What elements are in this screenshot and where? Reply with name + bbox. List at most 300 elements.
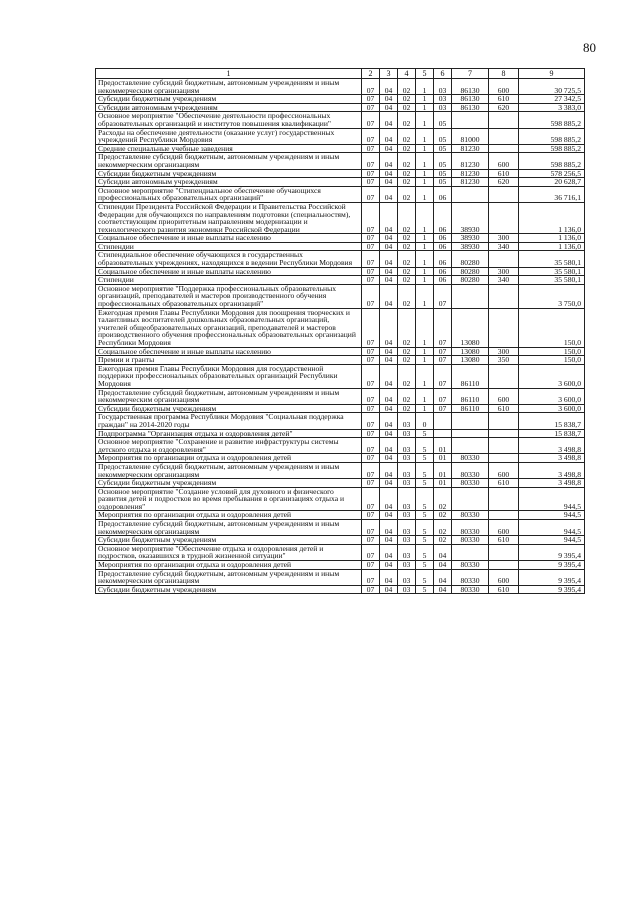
table-row [96,186,585,202]
code-subprogram: 5 [416,544,434,560]
code-direction: 38930 [452,202,489,233]
code-activity: 03 [434,79,452,95]
code-program: 02 [398,284,416,308]
code-program: 02 [398,388,416,404]
code-section: 07 [362,585,380,594]
code-section: 07 [362,561,380,570]
code-section: 07 [362,544,380,560]
code-program: 03 [398,585,416,594]
code-activity: 04 [434,544,452,560]
row-amount: 35 580,1 [519,267,585,276]
row-description: Предоставление субсидий бюджетным, автономным учреждениям и иным некоммерческим организациям [96,520,362,536]
code-activity: 07 [434,284,452,308]
code-direction: 86130 [452,95,489,104]
code-program: 03 [398,536,416,545]
row-amount: 1 136,0 [519,242,585,251]
row-amount: 150,0 [519,308,585,347]
code-subsection: 04 [380,544,398,560]
code-expense-type [489,144,519,153]
code-expense-type [489,561,519,570]
table-row [96,308,585,347]
code-direction: 81230 [452,144,489,153]
code-subsection: 04 [380,347,398,356]
code-section: 07 [362,251,380,267]
code-subprogram: 1 [416,267,434,276]
table-row [96,388,585,404]
code-activity: 06 [434,234,452,243]
code-program: 02 [398,144,416,153]
code-subsection: 04 [380,454,398,463]
code-activity: 05 [434,112,452,128]
code-expense-type: 600 [489,569,519,585]
code-direction [452,429,489,438]
table-row [96,178,585,187]
row-description: Основное мероприятие "Стипендиальное обеспечение обучающихся профессиональных образовательных организаций" [96,186,362,202]
code-direction [452,487,489,511]
code-direction: 80330 [452,462,489,478]
table-row [96,454,585,463]
table-header-row [96,69,585,79]
code-section: 07 [362,487,380,511]
code-activity: 04 [434,561,452,570]
code-direction: 80280 [452,276,489,285]
table-row [96,536,585,545]
code-section: 07 [362,429,380,438]
code-activity: 07 [434,404,452,413]
code-subprogram: 5 [416,536,434,545]
code-expense-type: 600 [489,388,519,404]
code-expense-type [489,186,519,202]
code-expense-type [489,544,519,560]
code-expense-type: 620 [489,178,519,187]
budget-table [95,68,585,594]
code-subsection: 04 [380,308,398,347]
code-activity: 06 [434,186,452,202]
code-program: 03 [398,544,416,560]
row-amount: 9 395,4 [519,561,585,570]
row-amount: 27 342,5 [519,95,585,104]
code-subsection: 04 [380,520,398,536]
code-subsection: 04 [380,536,398,545]
table-row [96,267,585,276]
row-amount: 15 838,7 [519,413,585,429]
table-row [96,95,585,104]
code-direction: 80330 [452,561,489,570]
code-expense-type [489,202,519,233]
row-description: Мероприятия по организации отдыха и оздоровления детей [96,454,362,463]
column-header: 8 [489,69,519,79]
column-header: 1 [96,69,362,79]
code-activity: 06 [434,267,452,276]
code-direction [452,284,489,308]
code-expense-type [489,284,519,308]
row-description: Расходы на обеспечение деятельности (оказание услуг) государственных учреждений Республики Мордовия [96,128,362,144]
code-section: 07 [362,202,380,233]
code-program: 02 [398,103,416,112]
code-activity: 02 [434,511,452,520]
code-activity: 01 [434,438,452,454]
code-activity: 05 [434,178,452,187]
code-subprogram: 1 [416,202,434,233]
row-description: Ежегодная премия Главы Республики Мордовия для поощрения творческих и талантливых воспитателей дошкольных образовательных организаций, учителей общеобразовательных организаций, преподавателей и мастеров производственного обучения профессиональных образовательных организаций Республики Мордовия [96,308,362,347]
code-section: 07 [362,186,380,202]
row-description: Ежегодная премия Главы Республики Мордовия для государственной поддержки профессиональных образовательных организаций Республики Мордовия [96,364,362,388]
code-program: 03 [398,454,416,463]
code-section: 07 [362,454,380,463]
code-expense-type: 340 [489,242,519,251]
code-expense-type [489,487,519,511]
code-subsection: 04 [380,178,398,187]
code-section: 07 [362,112,380,128]
code-subsection: 04 [380,276,398,285]
row-amount: 35 580,1 [519,276,585,285]
code-activity: 07 [434,308,452,347]
code-subprogram: 5 [416,487,434,511]
code-subsection: 04 [380,462,398,478]
row-amount: 20 628,7 [519,178,585,187]
row-amount: 944,5 [519,520,585,536]
column-header: 2 [362,69,380,79]
table-row [96,251,585,267]
code-activity: 01 [434,454,452,463]
code-subprogram: 1 [416,79,434,95]
row-amount: 3 498,8 [519,454,585,463]
table-row [96,404,585,413]
code-subprogram: 5 [416,462,434,478]
code-section: 07 [362,267,380,276]
row-amount: 3 498,8 [519,479,585,488]
code-subsection: 04 [380,388,398,404]
code-program: 02 [398,112,416,128]
code-program: 03 [398,462,416,478]
code-direction: 80330 [452,536,489,545]
row-description: Субсидии бюджетным учреждениям [96,95,362,104]
row-amount: 3 600,0 [519,388,585,404]
row-description: Социальное обеспечение и иные выплаты населению [96,347,362,356]
row-description: Субсидии бюджетным учреждениям [96,169,362,178]
code-section: 07 [362,284,380,308]
code-program: 03 [398,438,416,454]
code-activity [434,413,452,429]
code-section: 07 [362,511,380,520]
code-subprogram: 1 [416,178,434,187]
row-amount: 150,0 [519,356,585,365]
table-row [96,585,585,594]
code-direction [452,112,489,128]
code-program: 03 [398,479,416,488]
code-activity: 05 [434,144,452,153]
code-subsection: 04 [380,186,398,202]
table-row [96,284,585,308]
table-row [96,169,585,178]
code-section: 07 [362,276,380,285]
code-expense-type: 300 [489,267,519,276]
code-section: 07 [362,404,380,413]
table-row [96,511,585,520]
code-expense-type [489,251,519,267]
code-section: 07 [362,364,380,388]
code-direction: 81000 [452,128,489,144]
code-direction: 80330 [452,569,489,585]
code-direction: 80330 [452,520,489,536]
code-section: 07 [362,95,380,104]
row-description: Субсидии автономным учреждениям [96,178,362,187]
code-activity: 07 [434,364,452,388]
row-description: Мероприятия по организации отдыха и оздоровления детей [96,511,362,520]
table-row [96,128,585,144]
row-description: Стипендии Президента Российской Федерации и Правительства Российской Федерации для обучающихся по направлениям подготовки (специальностям), соответствующим приоритетным направлениям модернизации и технологического развития экономики Российской Федерации [96,202,362,233]
code-subsection: 04 [380,438,398,454]
row-description: Подпрограмма "Организация отдыха и оздоровления детей" [96,429,362,438]
code-activity: 04 [434,569,452,585]
column-header: 9 [519,69,585,79]
row-description: Стипендиальное обеспечение обучающихся в государственных образовательных учреждениях, находящихся в ведении Республики Мордовия [96,251,362,267]
code-section: 07 [362,462,380,478]
code-subprogram: 1 [416,128,434,144]
code-subsection: 04 [380,267,398,276]
code-section: 07 [362,242,380,251]
code-subprogram: 5 [416,561,434,570]
table-row [96,364,585,388]
code-subprogram: 1 [416,251,434,267]
row-description: Социальное обеспечение и иные выплаты населению [96,234,362,243]
row-amount: 9 395,4 [519,544,585,560]
table-row [96,520,585,536]
code-expense-type [489,438,519,454]
row-description: Социальное обеспечение и иные выплаты населению [96,267,362,276]
code-expense-type: 600 [489,79,519,95]
code-program: 02 [398,186,416,202]
code-subsection: 04 [380,234,398,243]
code-program: 02 [398,276,416,285]
code-subsection: 04 [380,202,398,233]
code-program: 02 [398,153,416,169]
code-subsection: 04 [380,251,398,267]
code-expense-type: 610 [489,585,519,594]
code-activity: 05 [434,169,452,178]
code-activity: 07 [434,388,452,404]
row-amount: 598 885,2 [519,128,585,144]
table-row [96,347,585,356]
code-subprogram: 1 [416,186,434,202]
row-amount: 1 136,0 [519,202,585,233]
code-subsection: 04 [380,128,398,144]
code-program: 03 [398,520,416,536]
code-subsection: 04 [380,429,398,438]
code-activity: 07 [434,347,452,356]
row-amount: 598 885,2 [519,112,585,128]
table-row [96,144,585,153]
code-subprogram: 1 [416,276,434,285]
table-row [96,112,585,128]
code-expense-type [489,364,519,388]
code-program: 03 [398,569,416,585]
row-description: Основное мероприятие "Поддержка профессиональных образовательных организаций, преподавателей и мастеров производственного обучения профессиональных образовательных организаций" [96,284,362,308]
row-description: Основное мероприятие "Обеспечение деятельности профессиональных образовательных организаций и институтов повышения квалификации" [96,112,362,128]
code-section: 07 [362,388,380,404]
page-number: 80 [583,40,596,55]
code-section: 07 [362,520,380,536]
code-section: 07 [362,479,380,488]
row-description: Предоставление субсидий бюджетным, автономным учреждениям и иным некоммерческим организациям [96,153,362,169]
code-subprogram: 5 [416,479,434,488]
code-subsection: 04 [380,404,398,413]
code-program: 03 [398,511,416,520]
column-header: 6 [434,69,452,79]
code-subsection: 04 [380,169,398,178]
row-description: Предоставление субсидий бюджетным, автономным учреждениям и иным некоммерческим организациям [96,569,362,585]
code-subsection: 04 [380,242,398,251]
code-program: 02 [398,251,416,267]
row-description: Мероприятия по организации отдыха и оздоровления детей [96,561,362,570]
code-subprogram: 5 [416,438,434,454]
row-amount: 3 750,0 [519,284,585,308]
row-amount: 30 725,5 [519,79,585,95]
row-amount: 3 600,0 [519,404,585,413]
row-description: Субсидии бюджетным учреждениям [96,536,362,545]
code-section: 07 [362,308,380,347]
code-program: 02 [398,356,416,365]
code-program: 02 [398,267,416,276]
code-expense-type: 340 [489,276,519,285]
code-section: 07 [362,153,380,169]
table-row [96,544,585,560]
code-program: 02 [398,178,416,187]
code-section: 07 [362,569,380,585]
row-description: Стипендии [96,276,362,285]
code-subprogram: 1 [416,388,434,404]
code-activity: 01 [434,462,452,478]
code-subsection: 04 [380,487,398,511]
row-amount: 36 716,1 [519,186,585,202]
row-amount: 3 498,8 [519,462,585,478]
row-amount: 3 383,0 [519,103,585,112]
code-activity: 01 [434,479,452,488]
table-row [96,79,585,95]
code-direction: 86110 [452,364,489,388]
code-subsection: 04 [380,569,398,585]
code-program: 02 [398,128,416,144]
row-description: Субсидии автономным учреждениям [96,103,362,112]
code-subprogram: 1 [416,242,434,251]
code-subprogram: 5 [416,429,434,438]
code-section: 07 [362,413,380,429]
row-amount: 9 395,4 [519,569,585,585]
code-activity: 05 [434,128,452,144]
code-subprogram: 5 [416,511,434,520]
code-activity: 02 [434,487,452,511]
code-section: 07 [362,536,380,545]
row-amount: 578 256,5 [519,169,585,178]
table-row [96,429,585,438]
table-row [96,153,585,169]
code-subsection: 04 [380,79,398,95]
code-direction: 86130 [452,79,489,95]
row-description: Премии и гранты [96,356,362,365]
table-row [96,487,585,511]
code-expense-type: 610 [489,479,519,488]
code-section: 07 [362,103,380,112]
code-expense-type [489,112,519,128]
code-subprogram: 1 [416,234,434,243]
row-amount: 944,5 [519,536,585,545]
code-activity: 06 [434,276,452,285]
code-subprogram: 1 [416,404,434,413]
code-program: 03 [398,429,416,438]
code-subsection: 04 [380,284,398,308]
code-expense-type: 350 [489,356,519,365]
code-program: 02 [398,308,416,347]
code-direction: 80280 [452,267,489,276]
code-direction [452,438,489,454]
code-activity [434,429,452,438]
row-description: Предоставление субсидий бюджетным, автономным учреждениям и иным некоммерческим организациям [96,388,362,404]
column-header: 5 [416,69,434,79]
code-direction: 81230 [452,169,489,178]
code-subprogram: 5 [416,454,434,463]
table-row [96,479,585,488]
code-direction [452,413,489,429]
code-subprogram: 1 [416,95,434,104]
code-program: 02 [398,95,416,104]
code-direction: 38930 [452,242,489,251]
code-direction: 86110 [452,388,489,404]
code-expense-type: 300 [489,347,519,356]
column-header: 3 [380,69,398,79]
code-direction [452,186,489,202]
table-row [96,356,585,365]
table-row [96,242,585,251]
code-subsection: 04 [380,413,398,429]
code-subprogram: 1 [416,169,434,178]
row-description: Субсидии бюджетным учреждениям [96,479,362,488]
code-expense-type [489,128,519,144]
code-activity: 04 [434,585,452,594]
table-row [96,103,585,112]
code-subprogram: 5 [416,585,434,594]
code-expense-type [489,454,519,463]
code-subsection: 04 [380,95,398,104]
code-direction: 81230 [452,153,489,169]
row-description: Государственная программа Республики Мордовия "Социальная поддержка граждан" на 2014-2020 годы [96,413,362,429]
code-activity: 03 [434,95,452,104]
table-row [96,561,585,570]
code-expense-type: 610 [489,536,519,545]
row-amount: 35 580,1 [519,251,585,267]
row-amount: 3 498,8 [519,438,585,454]
code-expense-type: 600 [489,462,519,478]
code-subsection: 04 [380,561,398,570]
code-program: 02 [398,202,416,233]
code-direction: 13080 [452,347,489,356]
code-subsection: 04 [380,356,398,365]
code-program: 02 [398,347,416,356]
row-amount: 15 838,7 [519,429,585,438]
code-subprogram: 1 [416,112,434,128]
row-description: Основное мероприятие "Создание условий для духовного и физического развития детей и подростков во время пребывания в организациях отдыха и оздоровления" [96,487,362,511]
code-subprogram: 1 [416,144,434,153]
row-description: Средние специальные учебные заведения [96,144,362,153]
code-subprogram: 1 [416,103,434,112]
row-amount: 944,5 [519,487,585,511]
code-subprogram: 1 [416,308,434,347]
code-subprogram: 5 [416,569,434,585]
code-program: 02 [398,404,416,413]
code-expense-type: 300 [489,234,519,243]
column-header: 7 [452,69,489,79]
code-direction: 86110 [452,404,489,413]
code-activity: 06 [434,242,452,251]
